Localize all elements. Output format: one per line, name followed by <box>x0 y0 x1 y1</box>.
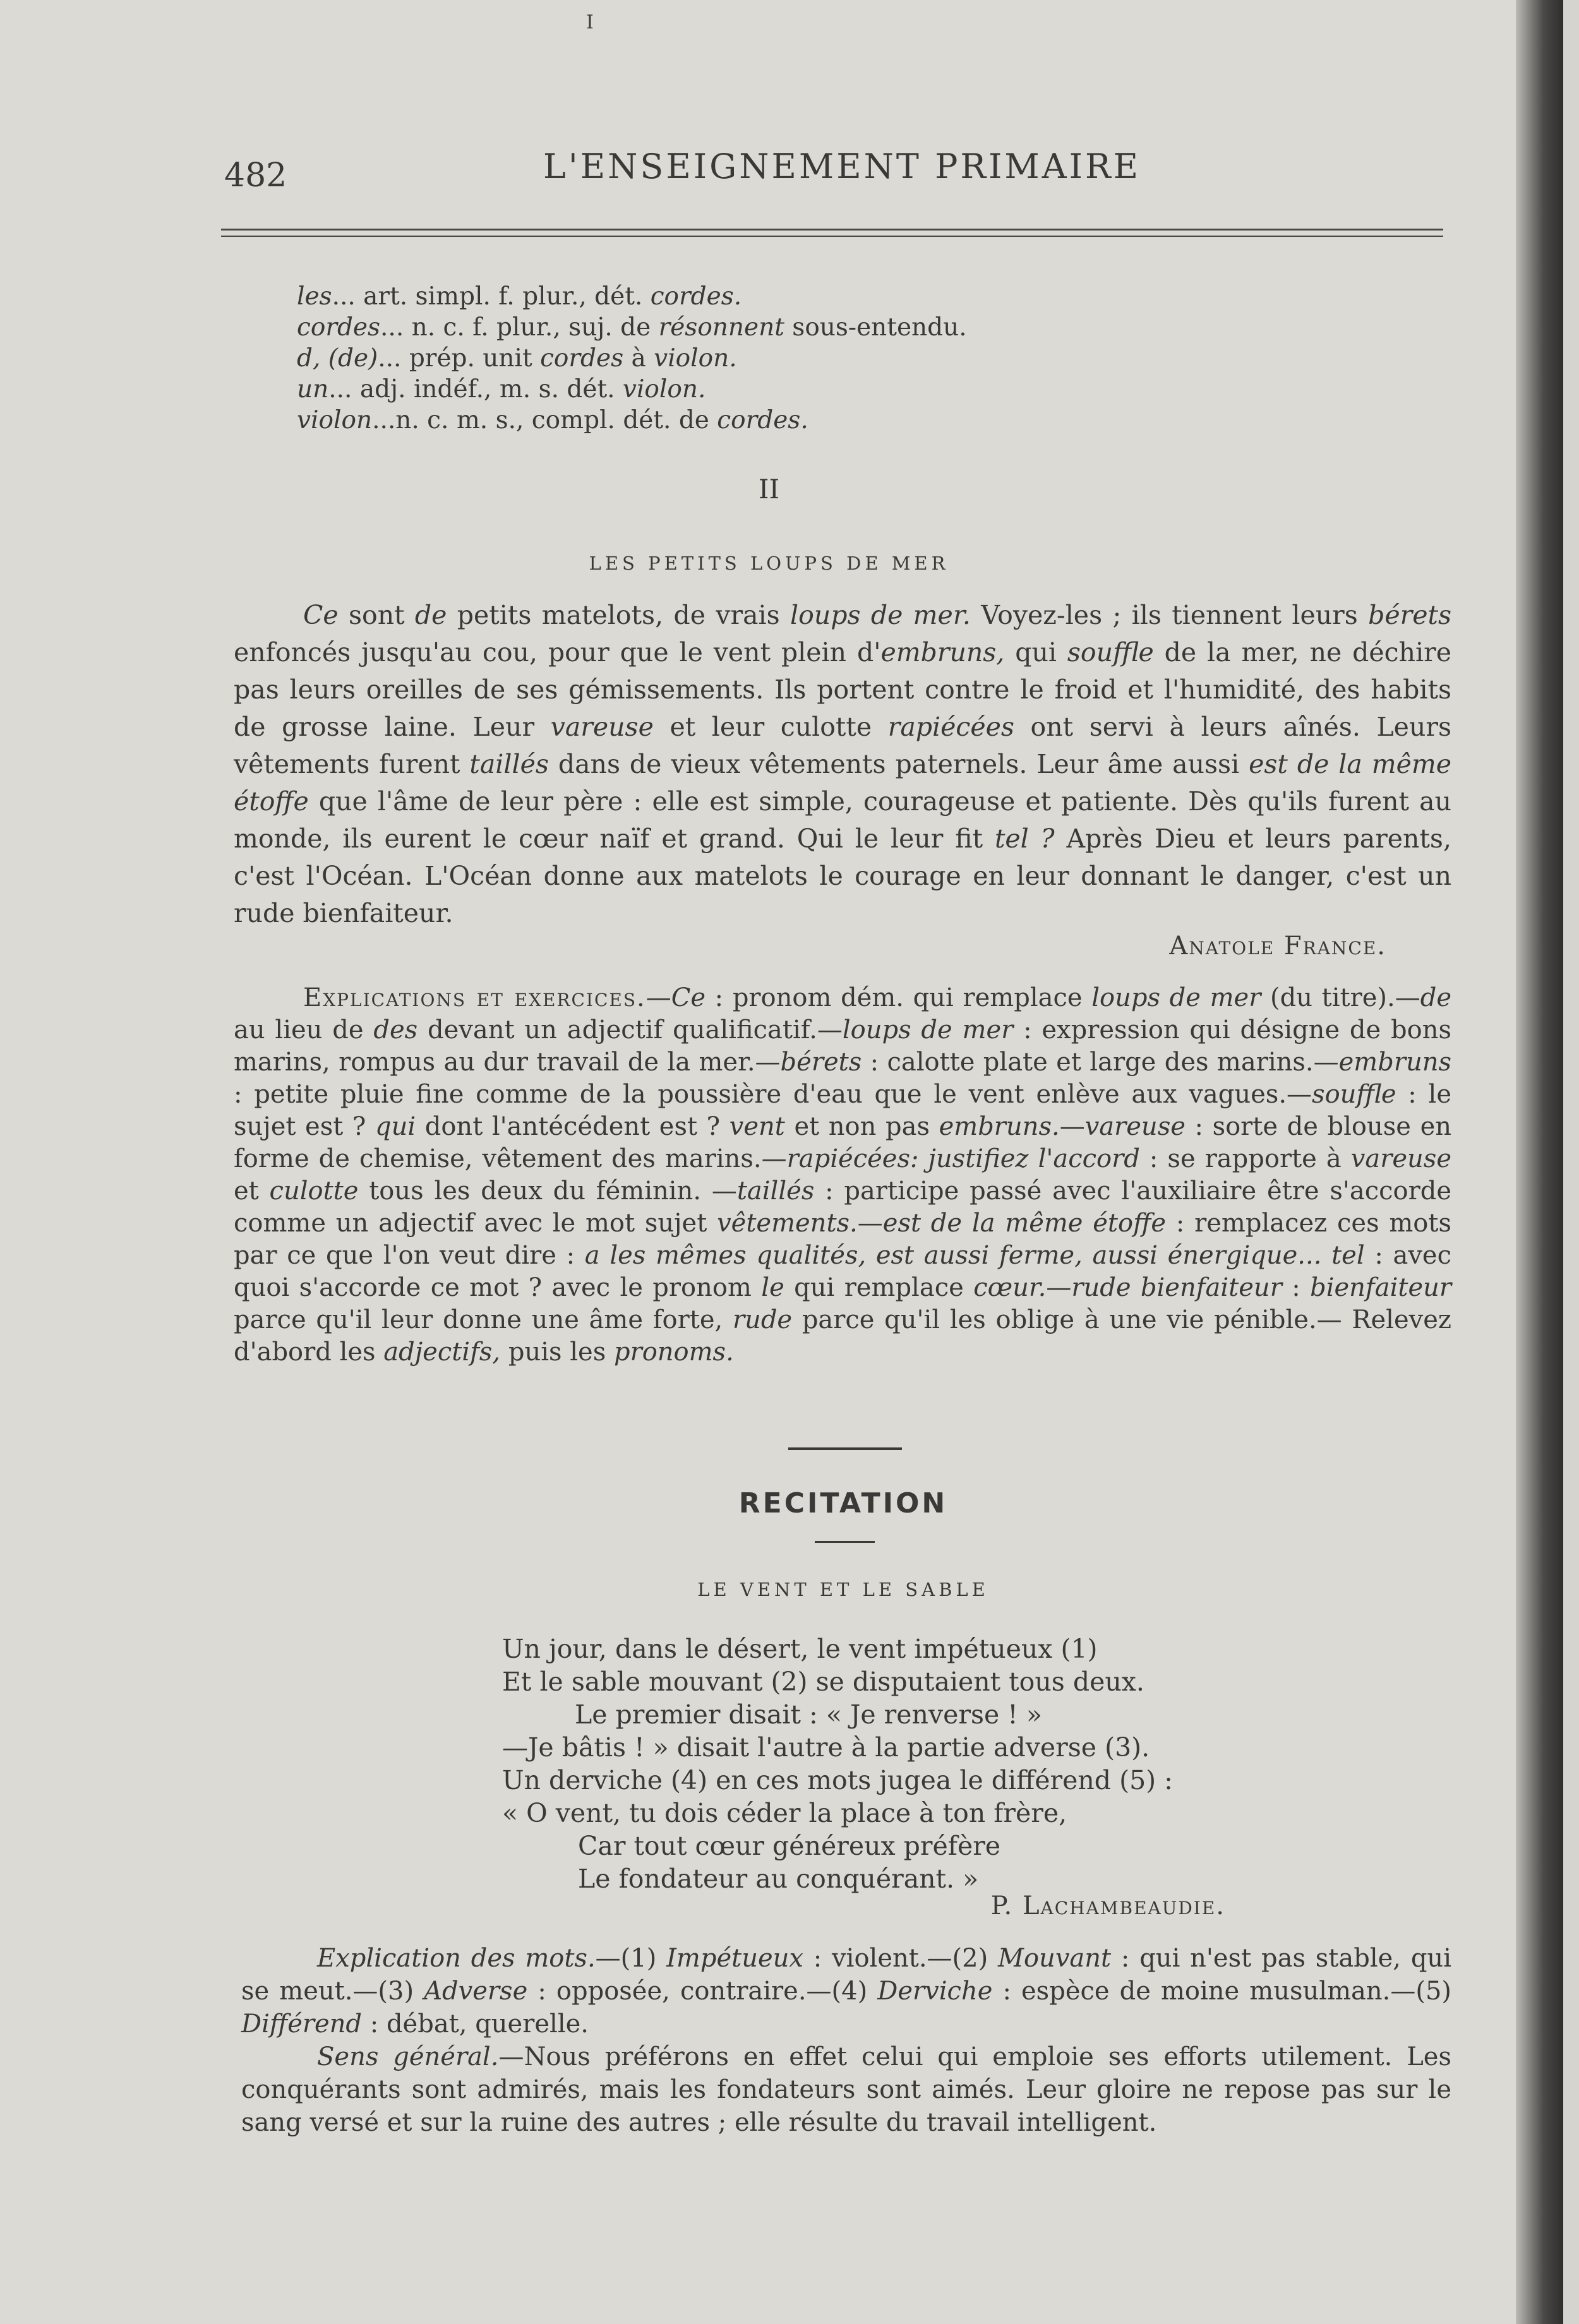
text-run: de <box>1420 983 1451 1012</box>
text-run: loups de mer. <box>790 600 971 630</box>
reading-title: LES PETITS LOUPS DE MER <box>589 553 949 574</box>
text-run: et leur culotte <box>653 712 888 742</box>
text-run: est de la même étoffe <box>882 1209 1167 1238</box>
text-run: vêtements. <box>717 1209 858 1238</box>
analysis-desc: adj. indéf., m. s. dét. <box>359 375 623 404</box>
analysis-tail: sous-entendu. <box>784 313 967 342</box>
text-run: vent <box>729 1112 785 1141</box>
text-run: : participe passé avec l'auxiliaire être s'accorde comme un adjectif avec le mot sujet <box>234 1177 1451 1238</box>
grammar-analysis <box>297 281 1181 436</box>
poem-line: Le premier disait : « Je renverse ! » <box>575 1699 1042 1730</box>
text-run: Impétueux <box>666 1944 803 1973</box>
text-run: petits matelots, de vrais <box>447 600 791 630</box>
text-run: Après Dieu et leurs parents, c'est l'Océan. L'Océan donne aux matelots le courage en leur donnant le danger, c'est un rude bienfaiteur. <box>234 824 1452 928</box>
text-run: rude <box>732 1305 793 1334</box>
text-run: cœur. <box>973 1273 1047 1302</box>
text-run: vareuse <box>1350 1144 1451 1173</box>
text-run: et non pas <box>784 1112 939 1141</box>
text-run: Voyez-les ; ils tiennent leurs <box>970 600 1369 630</box>
text-run: des <box>373 1015 418 1045</box>
text-run: : opposée, contraire.—(4) <box>527 1977 878 2006</box>
page-number: 482 <box>224 157 287 195</box>
text-run: : débat, querelle. <box>362 2010 589 2039</box>
text-run: : qui n'est pas stable, qui se meut.—(3) <box>241 1944 1451 2006</box>
analysis-word: cordes <box>297 313 381 342</box>
text-run: vareuse <box>1084 1112 1186 1141</box>
text-run: qui <box>1004 637 1067 668</box>
text-run: devant un adjectif qualificatif.— <box>417 1015 843 1045</box>
analysis-word: un <box>297 375 329 404</box>
poem-line: Et le sable mouvant (2) se disputaient tous deux. <box>502 1667 1144 1697</box>
text-run: : petite pluie fine comme de la poussière d'eau que le vent enlève aux vagues.— <box>234 1080 1312 1109</box>
text-run: souffle <box>1067 637 1154 668</box>
poem <box>502 1632 1323 1895</box>
text-run: Derviche <box>877 1977 993 2006</box>
text-run: et <box>234 1177 270 1206</box>
header-rule <box>221 229 1443 231</box>
analysis-row: cordes... n. c. f. plur., suj. de résonnent sous-entendu. <box>297 313 967 342</box>
text-run: : pronom dém. qui remplace <box>705 983 1092 1012</box>
text-run: adjectifs, <box>383 1338 501 1367</box>
analysis-desc: art. simpl. f. plur., dét. <box>363 282 651 311</box>
analysis-ref: cordes. <box>650 282 742 311</box>
text-run: : sorte de blouse en forme de chemise, vêtement des marins.— <box>234 1112 1452 1173</box>
text-run: au lieu de <box>234 1015 374 1045</box>
text-run: tous les deux du féminin. — <box>358 1177 737 1206</box>
text-run: embruns <box>1338 1048 1452 1077</box>
text-run: (du titre).— <box>1261 983 1420 1012</box>
poem-line: —Je bâtis ! » disait l'autre à la partie adverse (3). <box>502 1732 1150 1763</box>
book-gutter <box>1516 0 1566 2324</box>
sens-general <box>241 2040 1451 2139</box>
text-run: Explication des mots. <box>317 1944 596 1973</box>
reading-paragraph <box>234 597 1451 932</box>
text-run: de <box>414 600 447 630</box>
poem-line: Un derviche (4) en ces mots jugea le différend (5) : <box>502 1765 1173 1795</box>
text-run: Sens général. <box>317 2042 499 2071</box>
text-run: : expression qui désigne de bons marins, rompus au dur travail de la mer.— <box>234 1015 1452 1077</box>
text-run: : le sujet est ? <box>234 1080 1451 1141</box>
poem-line: Un jour, dans le désert, le vent impétueux (1) <box>502 1634 1098 1664</box>
analysis-row: d, (de)... prép. unit cordes à violon. <box>297 344 737 373</box>
text-run: parce qu'il les oblige à une vie pénible.— Relevez d'abord les <box>234 1305 1451 1367</box>
analysis-row: violon...n. c. m. s., compl. dét. de cordes. <box>297 406 808 434</box>
text-run: embruns. <box>939 1112 1060 1141</box>
header-rule-thin <box>221 236 1443 237</box>
text-run: — <box>645 983 671 1012</box>
text-run: bienfaiteur <box>1310 1273 1451 1302</box>
explication-des-mots <box>241 1942 1451 2040</box>
text-run: loups de mer <box>842 1015 1014 1045</box>
text-run: qui remplace <box>784 1273 974 1302</box>
text-run: tel <box>1331 1241 1365 1270</box>
text-run <box>1321 1241 1331 1270</box>
text-run: rapiécées: justifiez l'accord <box>786 1144 1140 1173</box>
poem-author: P. Lachambeaudie. <box>990 1891 1225 1920</box>
poem-line: Car tout cœur généreux préfère <box>578 1831 1001 1861</box>
text-run: rapiécées <box>887 712 1014 742</box>
analysis-tail: à <box>623 344 654 373</box>
reading-author: Anatole France. <box>1169 931 1386 961</box>
text-run: que l'âme de leur père : elle est simple, courageuse et patiente. Dès qu'ils furent au monde, ils eurent le cœur naïf et grand. Qui le leur fit <box>234 786 1451 854</box>
text-run: : remplacez ces mots par ce que l'on veut dire : <box>234 1209 1451 1270</box>
text-run: culotte <box>269 1177 359 1206</box>
text-run: puis les <box>500 1338 614 1367</box>
text-run: est de la même étoffe <box>234 749 1451 817</box>
text-run: : avec quoi s'accorde ce mot ? avec le pronom <box>234 1241 1451 1302</box>
section-divider <box>788 1447 902 1450</box>
analysis-desc: n. c. m. s., compl. dét. de <box>395 406 717 434</box>
text-run: a les mêmes qualités, est aussi ferme, aussi énergique... <box>584 1241 1322 1270</box>
text-run: Adverse <box>424 1977 528 2006</box>
analysis-word: les <box>297 282 332 311</box>
analysis-ref: résonnent <box>658 313 784 342</box>
text-run: tel ? <box>994 824 1055 854</box>
analysis-row: les... art. simpl. f. plur., dét. cordes. <box>297 282 742 311</box>
explications-paragraph <box>234 982 1451 1369</box>
text-run: —(1) <box>595 1944 667 1973</box>
text-run: ont servi à leurs aînés. Leurs vêtements furent <box>234 712 1451 779</box>
text-run: : se rapporte à <box>1139 1144 1351 1173</box>
text-run: Différend <box>241 2010 363 2039</box>
analysis-desc: n. c. f. plur., suj. de <box>411 313 659 342</box>
text-run: : espèce de moine musulman.—(5) <box>992 1977 1451 2006</box>
text-run: parce qu'il leur donne une âme forte, <box>234 1305 733 1334</box>
analysis-ref: cordes. <box>717 406 808 434</box>
analysis-ref: cordes <box>540 344 624 373</box>
text-run: embruns, <box>880 637 1005 668</box>
recitation-heading: RECITATION <box>738 1487 948 1519</box>
text-run: Ce <box>671 983 705 1012</box>
analysis-ref: violon. <box>622 375 706 404</box>
text-run: pronoms. <box>613 1338 734 1367</box>
text-run: bérets <box>780 1048 862 1077</box>
text-run: qui <box>375 1112 416 1141</box>
text-run: souffle <box>1312 1080 1396 1109</box>
text-run: : calotte plate et large des marins.— <box>862 1048 1339 1077</box>
analysis-word: violon <box>297 406 373 434</box>
text-run: taillés <box>469 749 549 779</box>
text-run: — <box>1059 1112 1085 1141</box>
top-mark: I <box>586 11 594 33</box>
text-run: Explications et exercices. <box>303 983 646 1012</box>
text-run: bérets <box>1368 600 1451 630</box>
text-run: taillés <box>736 1177 815 1206</box>
text-run: Ce <box>303 600 339 630</box>
text-run: dont l'antécédent est ? <box>416 1112 729 1141</box>
analysis-row: un... adj. indéf., m. s. dét. violon. <box>297 375 706 404</box>
text-run: rude bienfaiteur <box>1071 1273 1282 1302</box>
text-run: sont <box>338 600 415 630</box>
text-run: — <box>1046 1273 1072 1302</box>
analysis-word: d, (de) <box>297 344 378 373</box>
poem-line: « O vent, tu dois céder la place à ton frère, <box>502 1798 1067 1828</box>
text-run: vareuse <box>550 712 654 742</box>
poem-explanations <box>241 1942 1451 2139</box>
text-run: : violent.—(2) <box>803 1944 999 1973</box>
text-run: : <box>1282 1273 1311 1302</box>
poem-title: LE VENT ET LE SABLE <box>697 1579 989 1600</box>
text-run: loups de mer <box>1091 983 1261 1012</box>
text-run: enfoncés jusqu'au cou, pour que le vent plein d' <box>234 637 881 668</box>
text-run: dans de vieux vêtements paternels. Leur âme aussi <box>548 749 1249 779</box>
text-run: — <box>857 1209 883 1238</box>
facing-page-edge <box>1563 0 1579 2324</box>
text-run: —Nous préférons en effet celui qui emploie ses efforts utilement. Les conquérants sont admirés, mais les fondateurs sont aimés. Leur gloire ne repose pas sur le sang versé et sur la ruine des autres ; elle résulte du travail intelligent. <box>241 2042 1451 2137</box>
text-run: le <box>761 1273 784 1302</box>
running-title: L'ENSEIGNEMENT PRIMAIRE <box>543 147 1141 186</box>
analysis-ref: violon. <box>654 344 737 373</box>
poem-line: Le fondateur au conquérant. » <box>578 1864 979 1894</box>
analysis-desc: prép. unit <box>409 344 541 373</box>
section-number: II <box>758 474 780 505</box>
text-run: Mouvant <box>998 1944 1112 1973</box>
heading-underline <box>815 1541 875 1543</box>
text-run: de la mer, ne déchire pas leurs oreilles de ses gémissements. Ils portent contre le froid et l'humidité, des habits de grosse laine. Leur <box>234 637 1451 742</box>
